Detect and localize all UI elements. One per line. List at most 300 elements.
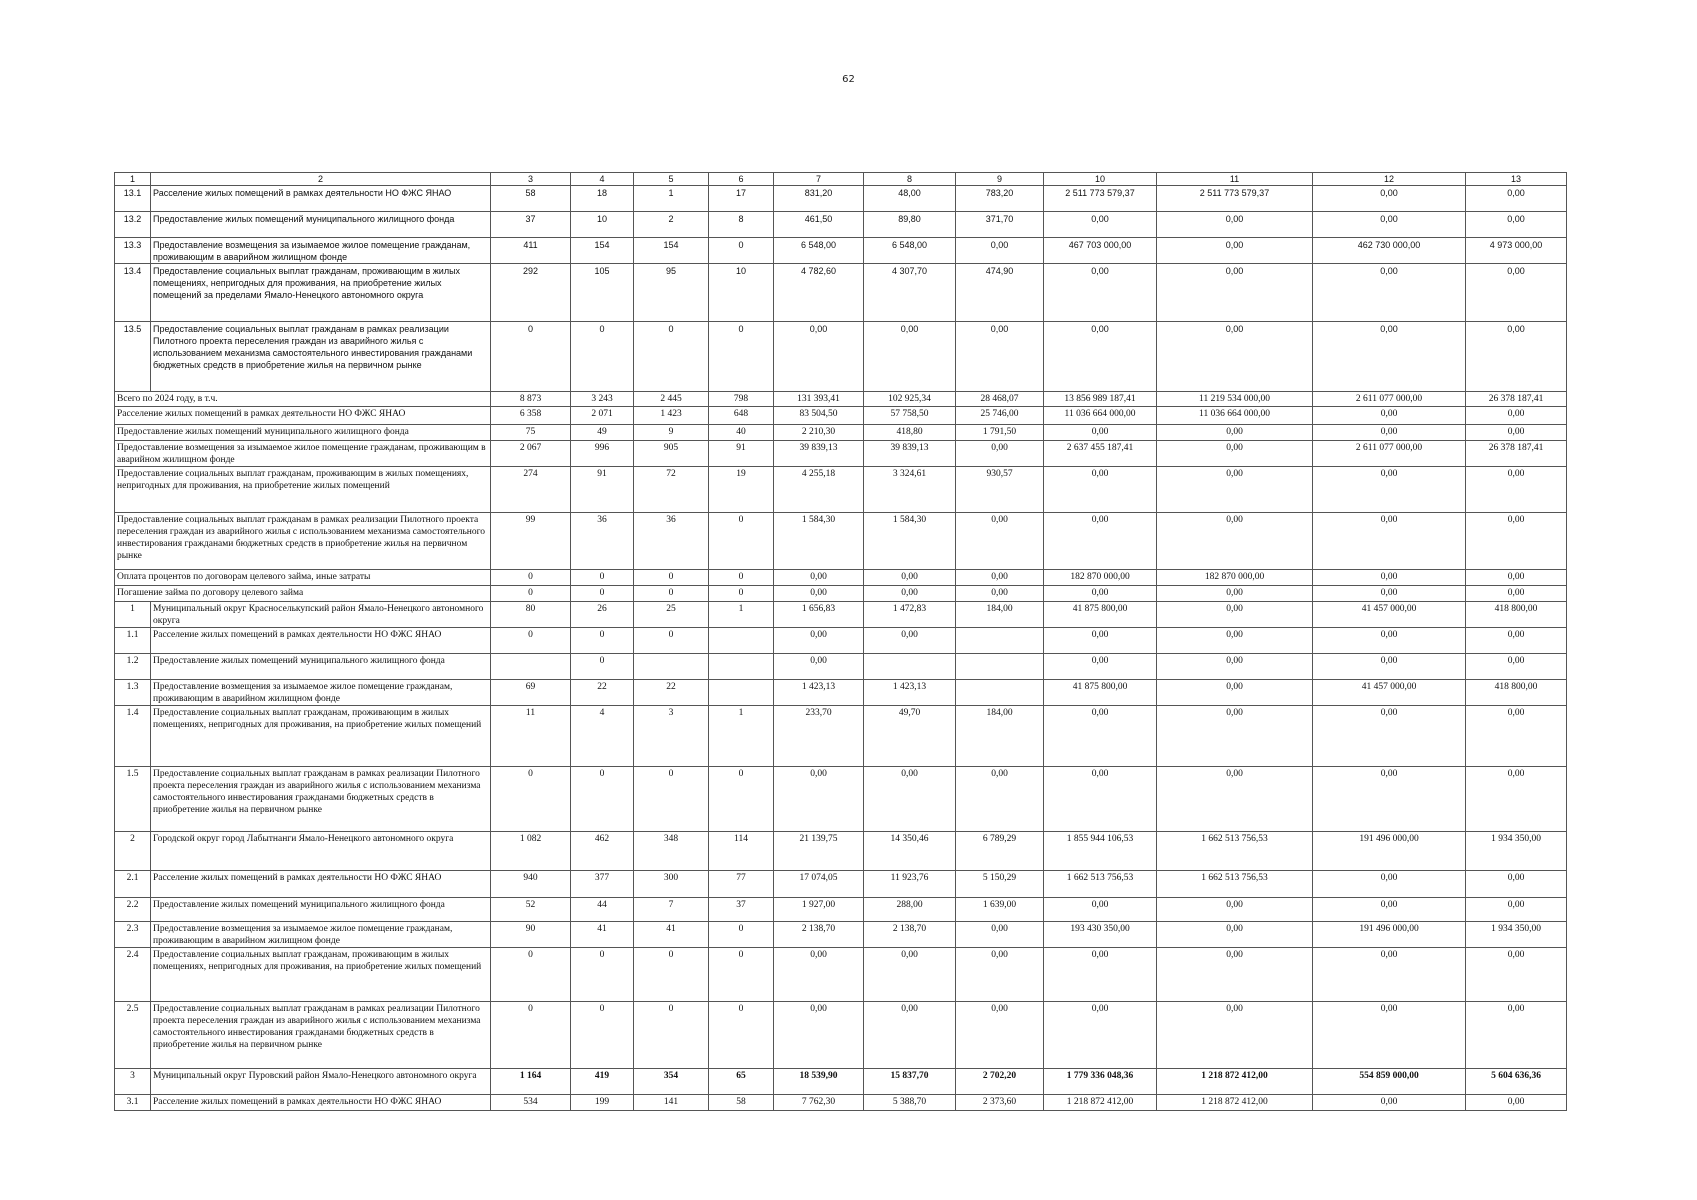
- value-cell-col-4: 49: [571, 425, 634, 441]
- value-cell-col-7: 0,00: [774, 586, 864, 602]
- value-cell-col-10: 0,00: [1044, 322, 1157, 392]
- value-cell-col-12: 0,00: [1313, 212, 1466, 238]
- value-cell-col-12: 0,00: [1313, 513, 1466, 570]
- value-cell-col-10: 41 875 800,00: [1044, 602, 1157, 628]
- value-cell-col-8: 288,00: [864, 898, 956, 922]
- value-cell-col-12: 0,00: [1313, 467, 1466, 513]
- row-number: 1.3: [115, 680, 151, 706]
- value-cell-col-10: 0,00: [1044, 1002, 1157, 1069]
- row-label: Предоставление социальных выплат гражданам в рамках реализации Пилотного проекта переселения граждан из аварийного жилья с использованием механизма самостоятельного инвестирования гражданами бюджетных средств в приобретение жилья на первичном рынке: [151, 322, 491, 392]
- value-cell-col-5: 9: [634, 425, 709, 441]
- page-number: 62: [842, 74, 855, 85]
- value-cell-col-11: 0,00: [1157, 238, 1313, 264]
- row-label: Предоставление социальных выплат гражданам, проживающим в жилых помещениях, непригодных для проживания, на приобретение жилых помещений: [115, 467, 491, 513]
- value-cell-col-7: 461,50: [774, 212, 864, 238]
- value-cell-col-3: 0: [491, 322, 571, 392]
- row-number: 1: [115, 602, 151, 628]
- value-cell-col-9: 0,00: [956, 570, 1044, 586]
- row-number: 1.1: [115, 628, 151, 654]
- value-cell-col-4: 0: [571, 628, 634, 654]
- value-cell-col-13: 0,00: [1466, 898, 1567, 922]
- value-cell-col-5: 0: [634, 322, 709, 392]
- value-cell-col-8: 3 324,61: [864, 467, 956, 513]
- value-cell-col-6: 0: [709, 513, 774, 570]
- value-cell-col-3: 99: [491, 513, 571, 570]
- value-cell-col-5: 0: [634, 1002, 709, 1069]
- value-cell-col-13: 0,00: [1466, 654, 1567, 680]
- value-cell-col-9: 0,00: [956, 513, 1044, 570]
- value-cell-col-11: 1 218 872 412,00: [1157, 1095, 1313, 1111]
- value-cell-col-13: 0,00: [1466, 767, 1567, 832]
- value-cell-col-7: 0,00: [774, 654, 864, 680]
- value-cell-col-13: 0,00: [1466, 586, 1567, 602]
- table-row: [115, 628, 1567, 654]
- value-cell-col-9: 0,00: [956, 238, 1044, 264]
- value-cell-col-12: 0,00: [1313, 407, 1466, 425]
- value-cell-col-3: 0: [491, 570, 571, 586]
- value-cell-col-12: 191 496 000,00: [1313, 832, 1466, 871]
- value-cell-col-9: 2 702,20: [956, 1069, 1044, 1095]
- value-cell-col-9: 184,00: [956, 706, 1044, 767]
- value-cell-col-10: 11 036 664 000,00: [1044, 407, 1157, 425]
- value-cell-col-12: 0,00: [1313, 1002, 1466, 1069]
- value-cell-col-3: 411: [491, 238, 571, 264]
- value-cell-col-7: 4 255,18: [774, 467, 864, 513]
- row-label: Предоставление социальных выплат гражданам в рамках реализации Пилотного проекта переселения граждан из аварийного жилья с использованием механизма самостоятельного инвестирования гражданами бюджетных средств в приобретение жилья на первичном рынке: [151, 1002, 491, 1069]
- value-cell-col-6: [709, 680, 774, 706]
- value-cell-col-5: 95: [634, 264, 709, 322]
- value-cell-col-10: 1 218 872 412,00: [1044, 1095, 1157, 1111]
- value-cell-col-13: 0,00: [1466, 264, 1567, 322]
- value-cell-col-11: 182 870 000,00: [1157, 570, 1313, 586]
- value-cell-col-4: 4: [571, 706, 634, 767]
- summary-row: [115, 513, 1567, 570]
- row-number: 2: [115, 832, 151, 871]
- row-label: Предоставление возмещения за изымаемое жилое помещение гражданам, проживающим в аварийном жилищном фонде: [151, 238, 491, 264]
- value-cell-col-8: 57 758,50: [864, 407, 956, 425]
- value-cell-col-6: 0: [709, 1002, 774, 1069]
- value-cell-col-9: 930,57: [956, 467, 1044, 513]
- column-number-row: [115, 173, 1567, 186]
- value-cell-col-5: 36: [634, 513, 709, 570]
- value-cell-col-11: 0,00: [1157, 425, 1313, 441]
- value-cell-col-6: 648: [709, 407, 774, 425]
- value-cell-col-11: 0,00: [1157, 948, 1313, 1002]
- value-cell-col-5: 7: [634, 898, 709, 922]
- value-cell-col-8: 0,00: [864, 586, 956, 602]
- value-cell-col-12: 2 611 077 000,00: [1313, 441, 1466, 467]
- table-row: [115, 898, 1567, 922]
- value-cell-col-5: 0: [634, 570, 709, 586]
- value-cell-col-8: 0,00: [864, 767, 956, 832]
- value-cell-col-11: 0,00: [1157, 922, 1313, 948]
- value-cell-col-7: 2 138,70: [774, 922, 864, 948]
- value-cell-col-11: 0,00: [1157, 467, 1313, 513]
- summary-row: [115, 467, 1567, 513]
- value-cell-col-5: 141: [634, 1095, 709, 1111]
- value-cell-col-6: 0: [709, 767, 774, 832]
- value-cell-col-10: 13 856 989 187,41: [1044, 392, 1157, 407]
- table-row: [115, 212, 1567, 238]
- value-cell-col-7: 39 839,13: [774, 441, 864, 467]
- value-cell-col-7: 233,70: [774, 706, 864, 767]
- table-row: [115, 264, 1567, 322]
- value-cell-col-13: 4 973 000,00: [1466, 238, 1567, 264]
- value-cell-col-5: 41: [634, 922, 709, 948]
- table-row: [115, 186, 1567, 212]
- value-cell-col-4: 2 071: [571, 407, 634, 425]
- value-cell-col-8: [864, 654, 956, 680]
- value-cell-col-5: 154: [634, 238, 709, 264]
- value-cell-col-4: 0: [571, 654, 634, 680]
- value-cell-col-10: 0,00: [1044, 948, 1157, 1002]
- value-cell-col-12: 0,00: [1313, 948, 1466, 1002]
- value-cell-col-9: 0,00: [956, 1002, 1044, 1069]
- value-cell-col-3: 37: [491, 212, 571, 238]
- row-number: 1.4: [115, 706, 151, 767]
- value-cell-col-7: 17 074,05: [774, 871, 864, 898]
- value-cell-col-12: 0,00: [1313, 654, 1466, 680]
- value-cell-col-7: 0,00: [774, 322, 864, 392]
- value-cell-col-7: 2 210,30: [774, 425, 864, 441]
- value-cell-col-7: 0,00: [774, 1002, 864, 1069]
- value-cell-col-4: 996: [571, 441, 634, 467]
- value-cell-col-12: 0,00: [1313, 425, 1466, 441]
- value-cell-col-9: 25 746,00: [956, 407, 1044, 425]
- value-cell-col-13: 0,00: [1466, 1095, 1567, 1111]
- row-label: Расселение жилых помещений в рамках деятельности НО ФЖС ЯНАО: [151, 871, 491, 898]
- value-cell-col-9: 0,00: [956, 948, 1044, 1002]
- value-cell-col-7: 1 927,00: [774, 898, 864, 922]
- value-cell-col-10: 0,00: [1044, 513, 1157, 570]
- value-cell-col-13: 1 934 350,00: [1466, 832, 1567, 871]
- value-cell-col-5: 1 423: [634, 407, 709, 425]
- row-number: 2.4: [115, 948, 151, 1002]
- value-cell-col-7: 7 762,30: [774, 1095, 864, 1111]
- value-cell-col-3: 8 873: [491, 392, 571, 407]
- value-cell-col-10: 193 430 350,00: [1044, 922, 1157, 948]
- value-cell-col-12: 41 457 000,00: [1313, 602, 1466, 628]
- row-label: Предоставление социальных выплат гражданам в рамках реализации Пилотного проекта переселения граждан из аварийного жилья с использованием механизма самостоятельного инвестирования гражданами бюджетных средств в приобретение жилья на первичном рынке: [115, 513, 491, 570]
- value-cell-col-4: 36: [571, 513, 634, 570]
- table-row: [115, 1069, 1567, 1095]
- value-cell-col-6: 77: [709, 871, 774, 898]
- value-cell-col-11: 0,00: [1157, 513, 1313, 570]
- value-cell-col-4: 199: [571, 1095, 634, 1111]
- value-cell-col-10: 467 703 000,00: [1044, 238, 1157, 264]
- value-cell-col-8: 6 548,00: [864, 238, 956, 264]
- value-cell-col-11: 1 662 513 756,53: [1157, 832, 1313, 871]
- row-number: 13.3: [115, 238, 151, 264]
- value-cell-col-10: 41 875 800,00: [1044, 680, 1157, 706]
- value-cell-col-7: 18 539,90: [774, 1069, 864, 1095]
- value-cell-col-9: 2 373,60: [956, 1095, 1044, 1111]
- table-row: [115, 1002, 1567, 1069]
- value-cell-col-13: 0,00: [1466, 407, 1567, 425]
- value-cell-col-9: 0,00: [956, 767, 1044, 832]
- column-number-10: 10: [1044, 173, 1157, 186]
- value-cell-col-7: 831,20: [774, 186, 864, 212]
- column-number-6: 6: [709, 173, 774, 186]
- value-cell-col-11: 0,00: [1157, 654, 1313, 680]
- value-cell-col-5: 2: [634, 212, 709, 238]
- value-cell-col-10: 2 637 455 187,41: [1044, 441, 1157, 467]
- value-cell-col-4: 22: [571, 680, 634, 706]
- value-cell-col-4: 0: [571, 767, 634, 832]
- value-cell-col-3: 0: [491, 586, 571, 602]
- value-cell-col-7: 1 423,13: [774, 680, 864, 706]
- value-cell-col-13: 0,00: [1466, 570, 1567, 586]
- value-cell-col-4: 91: [571, 467, 634, 513]
- value-cell-col-11: 0,00: [1157, 441, 1313, 467]
- value-cell-col-8: 1 423,13: [864, 680, 956, 706]
- value-cell-col-3: 69: [491, 680, 571, 706]
- value-cell-col-11: 0,00: [1157, 602, 1313, 628]
- value-cell-col-9: 1 791,50: [956, 425, 1044, 441]
- value-cell-col-11: 2 511 773 579,37: [1157, 186, 1313, 212]
- value-cell-col-11: 1 662 513 756,53: [1157, 871, 1313, 898]
- column-number-11: 11: [1157, 173, 1313, 186]
- value-cell-col-4: 0: [571, 586, 634, 602]
- value-cell-col-6: 8: [709, 212, 774, 238]
- value-cell-col-11: 0,00: [1157, 898, 1313, 922]
- value-cell-col-8: 0,00: [864, 322, 956, 392]
- column-number-4: 4: [571, 173, 634, 186]
- row-label: Предоставление жилых помещений муниципального жилищного фонда: [151, 212, 491, 238]
- value-cell-col-11: 0,00: [1157, 264, 1313, 322]
- value-cell-col-9: 0,00: [956, 441, 1044, 467]
- value-cell-col-9: [956, 654, 1044, 680]
- value-cell-col-5: 25: [634, 602, 709, 628]
- value-cell-col-12: 0,00: [1313, 706, 1466, 767]
- row-number: 1.5: [115, 767, 151, 832]
- value-cell-col-11: 11 219 534 000,00: [1157, 392, 1313, 407]
- value-cell-col-8: 39 839,13: [864, 441, 956, 467]
- value-cell-col-9: 5 150,29: [956, 871, 1044, 898]
- value-cell-col-5: 0: [634, 948, 709, 1002]
- value-cell-col-8: 14 350,46: [864, 832, 956, 871]
- value-cell-col-8: 15 837,70: [864, 1069, 956, 1095]
- value-cell-col-8: 418,80: [864, 425, 956, 441]
- value-cell-col-9: 371,70: [956, 212, 1044, 238]
- value-cell-col-4: 0: [571, 948, 634, 1002]
- value-cell-col-7: 1 584,30: [774, 513, 864, 570]
- value-cell-col-12: 0,00: [1313, 264, 1466, 322]
- value-cell-col-10: 0,00: [1044, 212, 1157, 238]
- value-cell-col-3: 940: [491, 871, 571, 898]
- column-number-13: 13: [1466, 173, 1567, 186]
- value-cell-col-10: 0,00: [1044, 654, 1157, 680]
- value-cell-col-10: 1 662 513 756,53: [1044, 871, 1157, 898]
- value-cell-col-13: 0,00: [1466, 706, 1567, 767]
- value-cell-col-6: 58: [709, 1095, 774, 1111]
- row-number: 13.4: [115, 264, 151, 322]
- value-cell-col-4: 26: [571, 602, 634, 628]
- column-number-7: 7: [774, 173, 864, 186]
- value-cell-col-5: 0: [634, 767, 709, 832]
- value-cell-col-4: 105: [571, 264, 634, 322]
- value-cell-col-12: 462 730 000,00: [1313, 238, 1466, 264]
- value-cell-col-5: 72: [634, 467, 709, 513]
- row-label: Предоставление социальных выплат гражданам, проживающим в жилых помещениях, непригодных для проживания, на приобретение жилых помещений за пределами Ямало-Ненецкого автономного округа: [151, 264, 491, 322]
- row-number: 2.2: [115, 898, 151, 922]
- table-row: [115, 602, 1567, 628]
- table-row: [115, 680, 1567, 706]
- value-cell-col-4: 41: [571, 922, 634, 948]
- value-cell-col-8: 11 923,76: [864, 871, 956, 898]
- value-cell-col-3: 11: [491, 706, 571, 767]
- row-label: Погашение займа по договору целевого займа: [115, 586, 491, 602]
- value-cell-col-11: 0,00: [1157, 628, 1313, 654]
- value-cell-col-6: 0: [709, 948, 774, 1002]
- value-cell-col-6: 0: [709, 238, 774, 264]
- value-cell-col-5: 3: [634, 706, 709, 767]
- value-cell-col-8: 4 307,70: [864, 264, 956, 322]
- value-cell-col-8: 49,70: [864, 706, 956, 767]
- value-cell-col-11: 0,00: [1157, 212, 1313, 238]
- row-number: 2.5: [115, 1002, 151, 1069]
- row-label: Муниципальный округ Красноселькупский район Ямало-Ненецкого автономного округа: [151, 602, 491, 628]
- value-cell-col-9: 474,90: [956, 264, 1044, 322]
- summary-row: [115, 570, 1567, 586]
- summary-row: [115, 392, 1567, 407]
- row-number: 3.1: [115, 1095, 151, 1111]
- table-row: [115, 1095, 1567, 1111]
- value-cell-col-13: 0,00: [1466, 1002, 1567, 1069]
- value-cell-col-9: 28 468,07: [956, 392, 1044, 407]
- value-cell-col-8: 102 925,34: [864, 392, 956, 407]
- row-label: Предоставление возмещения за изымаемое жилое помещение гражданам, проживающим в аварийном жилищном фонде: [151, 922, 491, 948]
- value-cell-col-3: 52: [491, 898, 571, 922]
- value-cell-col-10: 2 511 773 579,37: [1044, 186, 1157, 212]
- value-cell-col-3: 0: [491, 1002, 571, 1069]
- value-cell-col-6: 10: [709, 264, 774, 322]
- value-cell-col-7: 21 139,75: [774, 832, 864, 871]
- row-label: Предоставление жилых помещений муниципального жилищного фонда: [151, 898, 491, 922]
- value-cell-col-5: 0: [634, 586, 709, 602]
- value-cell-col-7: 0,00: [774, 948, 864, 1002]
- value-cell-col-11: 0,00: [1157, 680, 1313, 706]
- value-cell-col-3: 0: [491, 628, 571, 654]
- row-label: Предоставление жилых помещений муниципального жилищного фонда: [115, 425, 491, 441]
- value-cell-col-12: 2 611 077 000,00: [1313, 392, 1466, 407]
- value-cell-col-3: 292: [491, 264, 571, 322]
- value-cell-col-8: 0,00: [864, 948, 956, 1002]
- value-cell-col-6: 0: [709, 922, 774, 948]
- value-cell-col-9: 0,00: [956, 922, 1044, 948]
- value-cell-col-13: 418 800,00: [1466, 602, 1567, 628]
- value-cell-col-12: 0,00: [1313, 186, 1466, 212]
- value-cell-col-4: 18: [571, 186, 634, 212]
- value-cell-col-3: 75: [491, 425, 571, 441]
- column-number-8: 8: [864, 173, 956, 186]
- value-cell-col-6: 1: [709, 602, 774, 628]
- value-cell-col-9: 184,00: [956, 602, 1044, 628]
- value-cell-col-10: 0,00: [1044, 898, 1157, 922]
- summary-row: [115, 407, 1567, 425]
- column-number-5: 5: [634, 173, 709, 186]
- value-cell-col-8: 1 584,30: [864, 513, 956, 570]
- value-cell-col-6: 37: [709, 898, 774, 922]
- row-number: 3: [115, 1069, 151, 1095]
- value-cell-col-12: 0,00: [1313, 1095, 1466, 1111]
- value-cell-col-3: 80: [491, 602, 571, 628]
- value-cell-col-13: 0,00: [1466, 948, 1567, 1002]
- row-label: Предоставление возмещения за изымаемое жилое помещение гражданам, проживающим в аварийном жилищном фонде: [115, 441, 491, 467]
- value-cell-col-5: 300: [634, 871, 709, 898]
- value-cell-col-11: 0,00: [1157, 322, 1313, 392]
- value-cell-col-10: 0,00: [1044, 586, 1157, 602]
- column-number-12: 12: [1313, 173, 1466, 186]
- value-cell-col-3: 0: [491, 767, 571, 832]
- value-cell-col-6: 114: [709, 832, 774, 871]
- table-row: [115, 871, 1567, 898]
- value-cell-col-3: 2 067: [491, 441, 571, 467]
- value-cell-col-4: 0: [571, 570, 634, 586]
- value-cell-col-5: 348: [634, 832, 709, 871]
- value-cell-col-12: 41 457 000,00: [1313, 680, 1466, 706]
- value-cell-col-8: 0,00: [864, 628, 956, 654]
- value-cell-col-7: 83 504,50: [774, 407, 864, 425]
- value-cell-col-9: 1 639,00: [956, 898, 1044, 922]
- value-cell-col-4: 154: [571, 238, 634, 264]
- table-row: [115, 832, 1567, 871]
- value-cell-col-3: 534: [491, 1095, 571, 1111]
- column-number-9: 9: [956, 173, 1044, 186]
- value-cell-col-6: [709, 628, 774, 654]
- value-cell-col-9: 0,00: [956, 586, 1044, 602]
- row-label: Расселение жилых помещений в рамках деятельности НО ФЖС ЯНАО: [151, 186, 491, 212]
- value-cell-col-13: 0,00: [1466, 186, 1567, 212]
- value-cell-col-13: 26 378 187,41: [1466, 392, 1567, 407]
- value-cell-col-11: 0,00: [1157, 586, 1313, 602]
- row-number: 13.1: [115, 186, 151, 212]
- value-cell-col-4: 10: [571, 212, 634, 238]
- value-cell-col-11: 1 218 872 412,00: [1157, 1069, 1313, 1095]
- value-cell-col-11: 11 036 664 000,00: [1157, 407, 1313, 425]
- value-cell-col-13: 26 378 187,41: [1466, 441, 1567, 467]
- value-cell-col-8: 0,00: [864, 1002, 956, 1069]
- value-cell-col-13: 0,00: [1466, 322, 1567, 392]
- value-cell-col-8: 2 138,70: [864, 922, 956, 948]
- value-cell-col-3: 1 164: [491, 1069, 571, 1095]
- row-label: Предоставление социальных выплат гражданам, проживающим в жилых помещениях, непригодных для проживания, на приобретение жилых помещений: [151, 706, 491, 767]
- value-cell-col-7: 0,00: [774, 767, 864, 832]
- value-cell-col-11: 0,00: [1157, 1002, 1313, 1069]
- value-cell-col-4: 0: [571, 322, 634, 392]
- row-label: Городской округ город Лабытнанги Ямало-Ненецкого автономного округа: [151, 832, 491, 871]
- value-cell-col-7: 0,00: [774, 628, 864, 654]
- row-number: 13.2: [115, 212, 151, 238]
- value-cell-col-13: 0,00: [1466, 212, 1567, 238]
- value-cell-col-12: 0,00: [1313, 628, 1466, 654]
- value-cell-col-7: 4 782,60: [774, 264, 864, 322]
- value-cell-col-4: 0: [571, 1002, 634, 1069]
- value-cell-col-6: [709, 654, 774, 680]
- value-cell-col-10: 0,00: [1044, 706, 1157, 767]
- summary-row: [115, 441, 1567, 467]
- value-cell-col-11: 0,00: [1157, 767, 1313, 832]
- value-cell-col-10: 0,00: [1044, 264, 1157, 322]
- value-cell-col-13: 0,00: [1466, 425, 1567, 441]
- value-cell-col-6: 17: [709, 186, 774, 212]
- row-label: Оплата процентов по договорам целевого займа, иные затраты: [115, 570, 491, 586]
- value-cell-col-6: 65: [709, 1069, 774, 1095]
- value-cell-col-6: 798: [709, 392, 774, 407]
- row-label: Расселение жилых помещений в рамках деятельности НО ФЖС ЯНАО: [151, 1095, 491, 1111]
- row-number: 2.3: [115, 922, 151, 948]
- value-cell-col-4: 377: [571, 871, 634, 898]
